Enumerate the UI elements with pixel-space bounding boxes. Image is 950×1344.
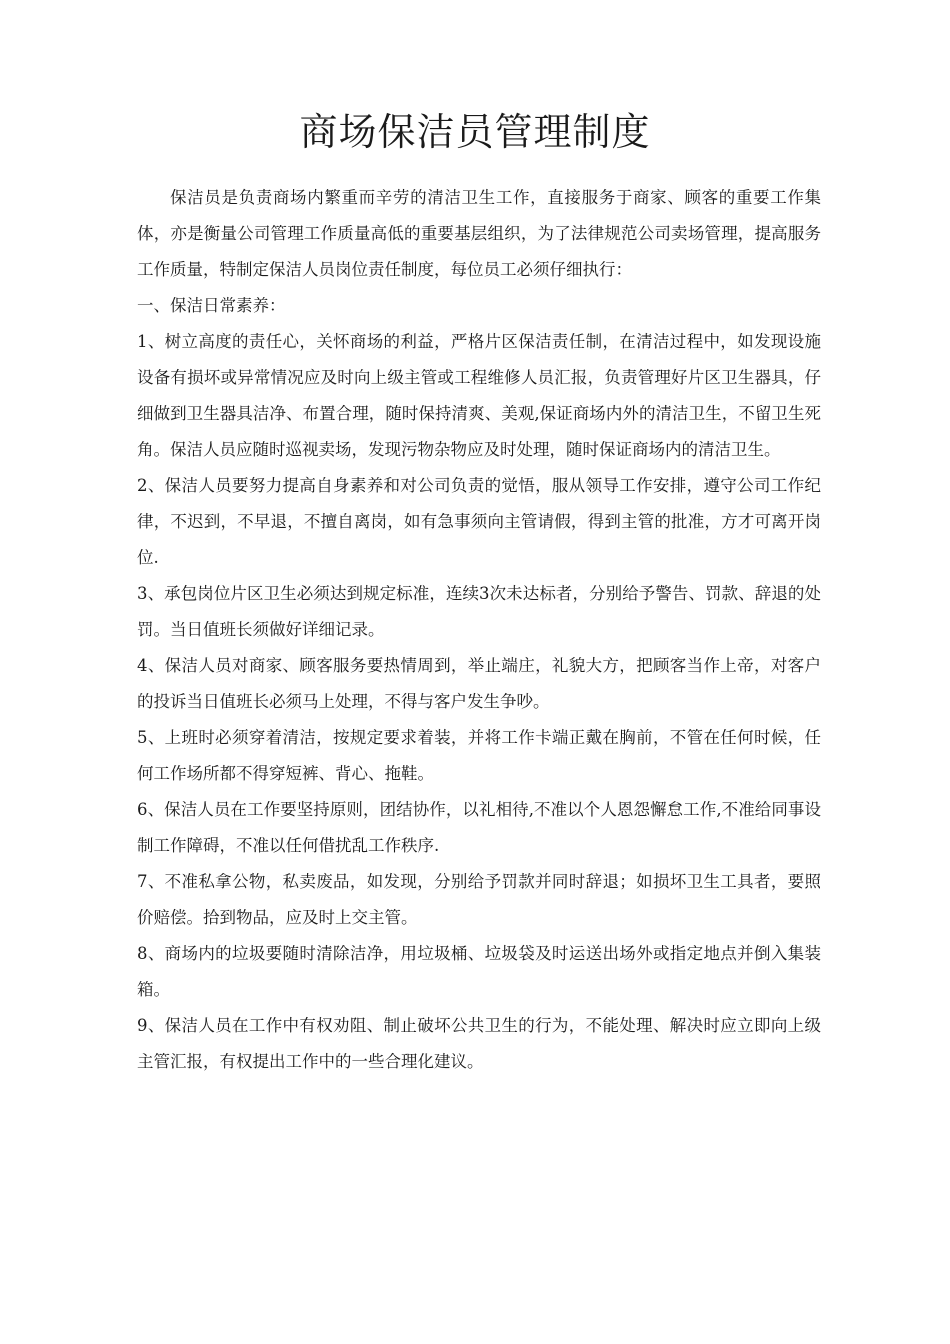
rule-item-7: 7、不准私拿公物，私卖废品，如发现，分别给予罚款并同时辞退；如损坏卫生工具者，要照价赔偿。拾到物品，应及时上交主管。 (137, 872, 821, 927)
rule-item-3: 3、承包岗位片区卫生必须达到规定标准，连续3次未达标者，分别给予警告、罚款、辞退的处罚。当日值班长须做好详细记录。 (137, 584, 821, 639)
section-heading: 一、保洁日常素养： (137, 296, 286, 315)
rule-item-2: 2、保洁人员要努力提高自身素养和对公司负责的觉悟，服从领导工作安排，遵守公司工作纪律，不迟到，不早退，不擅自离岗，如有急事须向主管请假，得到主管的批准，方才可离开岗位. (137, 476, 821, 567)
rule-item-9: 9、保洁人员在工作中有权劝阻、制止破坏公共卫生的行为，不能处理、解决时应立即向上级主管汇报，有权提出工作中的一些合理化建议。 (137, 1016, 821, 1071)
rule-item-6: 6、保洁人员在工作要坚持原则，团结协作，以礼相待,不准以个人恩怨懈怠工作,不准给同事设制工作障碍，不准以任何借扰乱工作秩序. (137, 800, 821, 855)
document-title: 商场保洁员管理制度 (299, 110, 651, 154)
document-body (137, 180, 821, 1080)
rule-item-4: 4、保洁人员对商家、顾客服务要热情周到，举止端庄，礼貌大方，把顾客当作上帝，对客户的投诉当日值班长必须马上处理，不得与客户发生争吵。 (137, 656, 821, 711)
rule-item-1: 1、树立高度的责任心，关怀商场的利益，严格片区保洁责任制，在清洁过程中，如发现设施设备有损坏或异常情况应及时向上级主管或工程维修人员汇报，负责管理好片区卫生器具，仔细做到卫生器具洁净、布置合理，随时保持清爽、美观,保证商场内外的清洁卫生，不留卫生死角。保洁人员应随时巡视卖场，发现污物杂物应及时处理，随时保证商场内的清洁卫生。 (137, 332, 821, 459)
rule-item-8: 8、商场内的垃圾要随时清除洁净，用垃圾桶、垃圾袋及时运送出场外或指定地点并倒入集装箱。 (137, 944, 821, 999)
rule-item-5: 5、上班时必须穿着清洁，按规定要求着装，并将工作卡端正戴在胸前，不管在任何时候，任何工作场所都不得穿短裤、背心、拖鞋。 (137, 728, 821, 783)
intro-paragraph: 保洁员是负责商场内繁重而辛劳的清洁卫生工作，直接服务于商家、顾客的重要工作集体，亦是衡量公司管理工作质量高低的重要基层组织，为了法律规范公司卖场管理，提高服务工作质量，特制定保洁人员岗位责任制度，每位员工必须仔细执行： (137, 188, 821, 279)
